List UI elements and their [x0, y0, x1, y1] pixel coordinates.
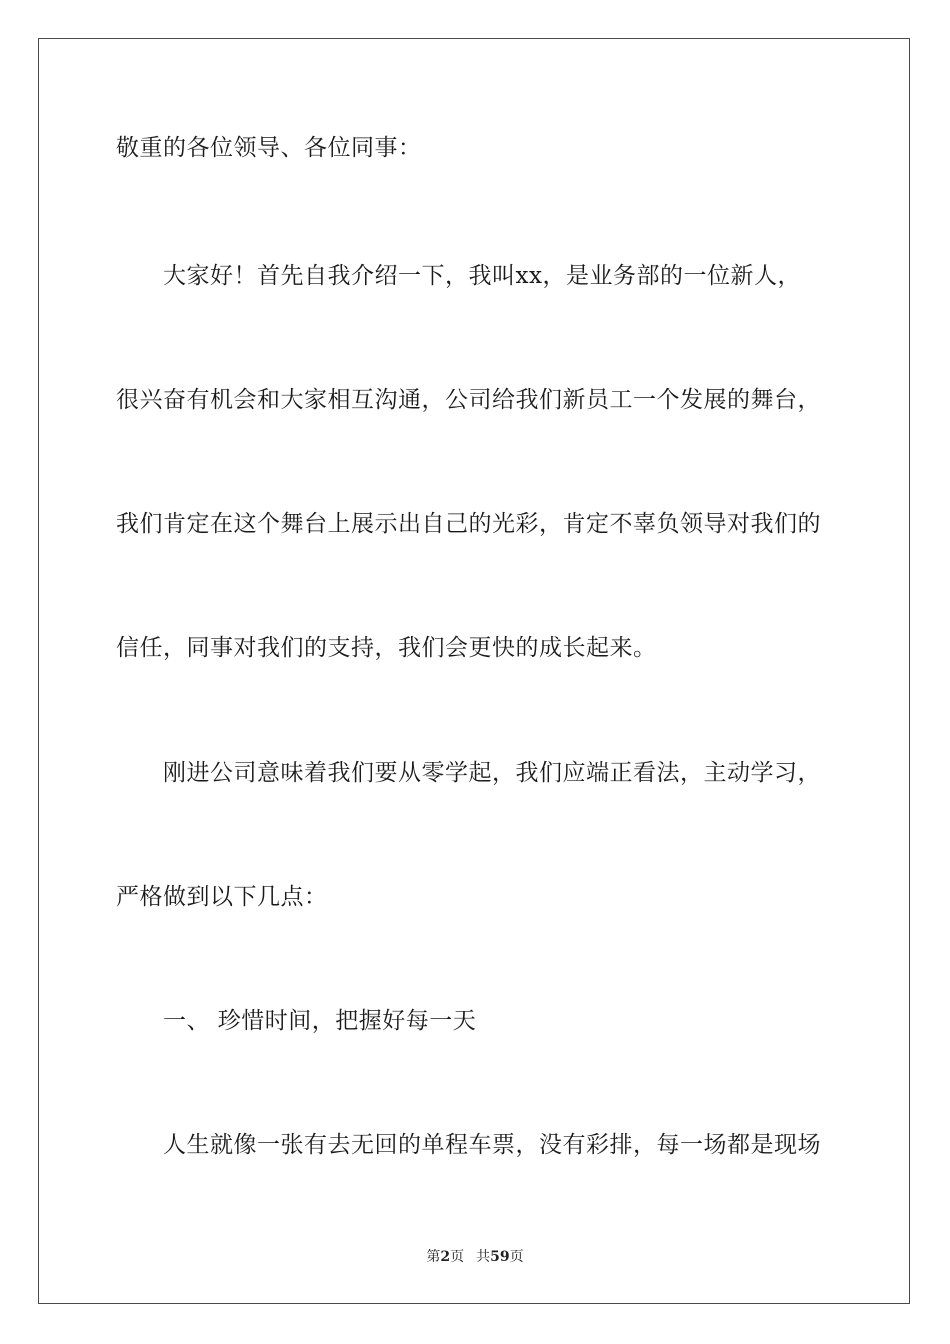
- paragraph-1-line-4: 信任，同事对我们的支持，我们会更快的成长起来。: [116, 635, 657, 661]
- footer-total-prefix: 共: [476, 1249, 491, 1265]
- footer-total-suffix: 页: [509, 1249, 524, 1265]
- paragraph-2-line-1: 刚进公司意味着我们要从零学起，我们应端正看法，主动学习，: [163, 760, 821, 786]
- paragraph-3-line-1: 人生就像一张有去无回的单程车票，没有彩排，每一场都是现场: [163, 1132, 821, 1158]
- paragraph-1-line-2: 很兴奋有机会和大家相互沟通，公司给我们新员工一个发展的舞台，: [116, 387, 821, 413]
- footer-page-suffix: 页: [450, 1249, 465, 1265]
- section-heading-1: 一、 珍惜时间，把握好每一天: [163, 1008, 477, 1034]
- footer-page-prefix: 第: [426, 1249, 441, 1265]
- paragraph-2-line-2: 严格做到以下几点：: [116, 884, 328, 910]
- footer-page-current: 2: [440, 1249, 451, 1265]
- page-footer: [0, 1248, 950, 1266]
- page-border: [38, 38, 910, 1304]
- salutation-line: 敬重的各位领导、各位同事：: [116, 135, 422, 161]
- paragraph-1-line-3: 我们肯定在这个舞台上展示出自己的光彩，肯定不辜负领导对我们的: [116, 511, 821, 537]
- paragraph-1-line-1: 大家好！首先自我介绍一下，我叫xx，是业务部的一位新人，: [163, 263, 801, 289]
- footer-page-total: 59: [490, 1249, 510, 1265]
